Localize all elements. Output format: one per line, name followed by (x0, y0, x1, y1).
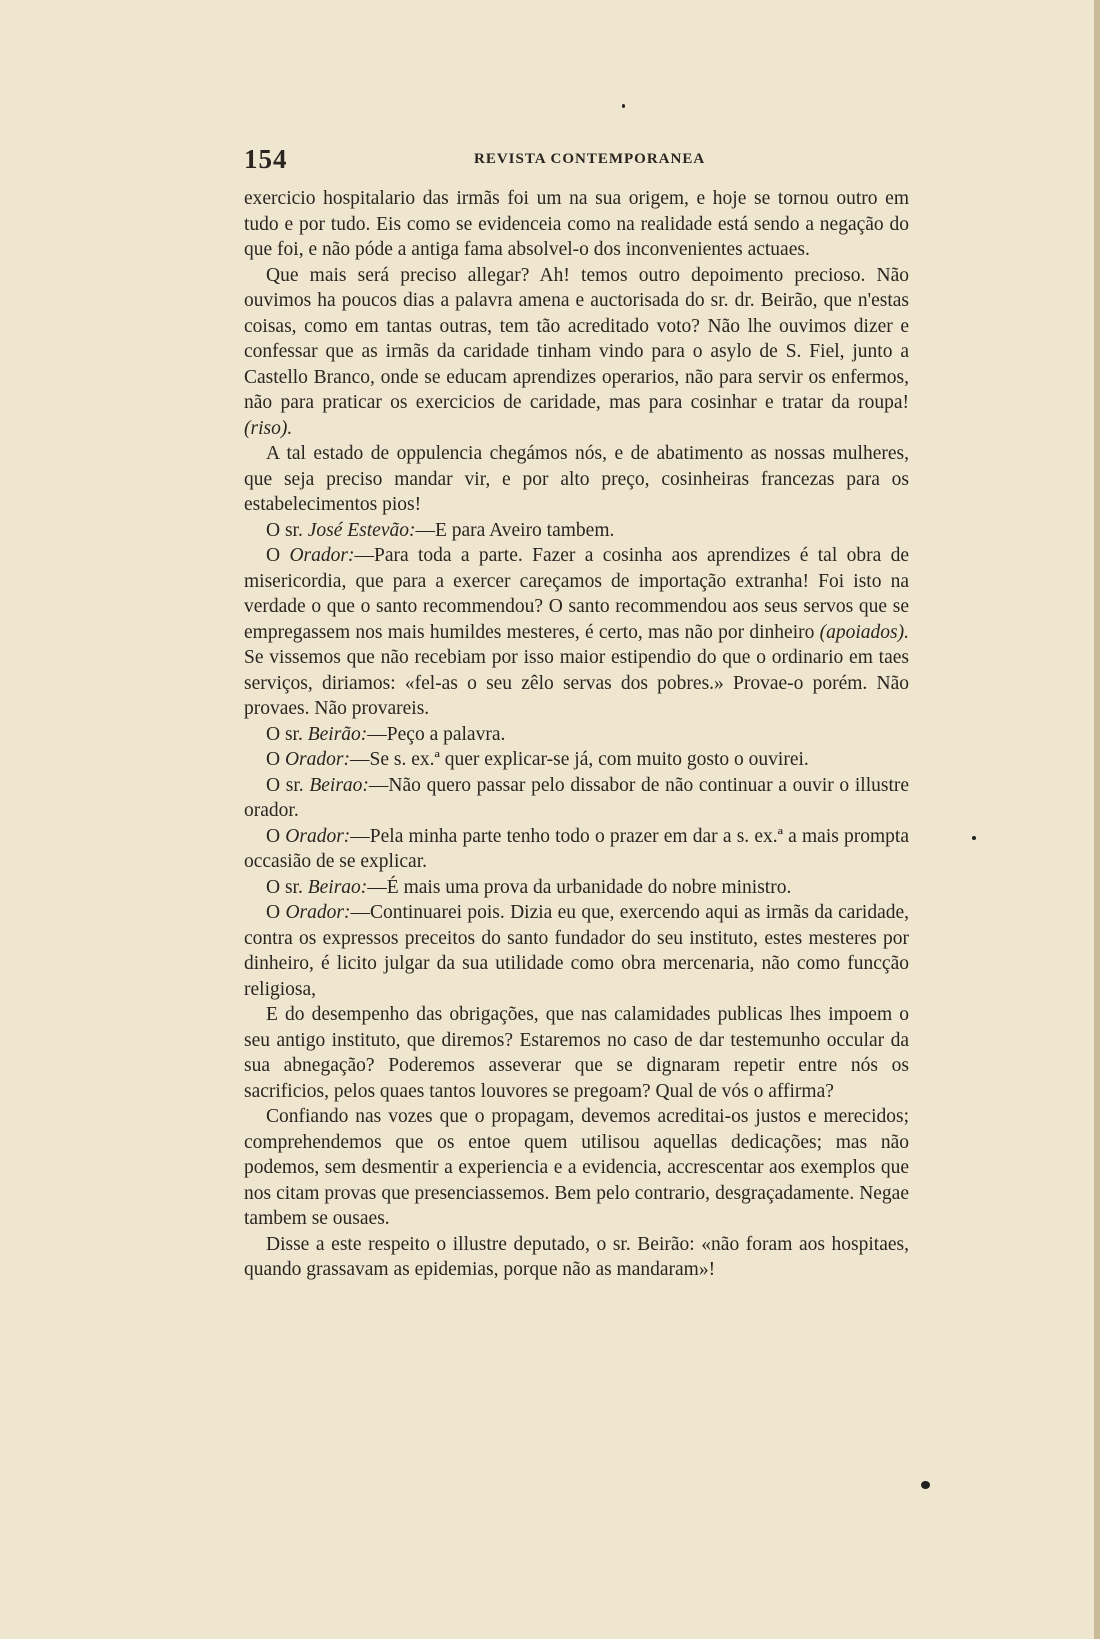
dialogue-line (244, 722, 909, 748)
speaker-prefix: O sr. (266, 723, 303, 745)
ink-speck (972, 836, 976, 840)
speaker-name: José Estevão: (307, 519, 416, 541)
dialogue-line (244, 747, 909, 773)
dialogue-line (244, 824, 909, 875)
speaker-prefix: O sr. (266, 519, 303, 541)
dialogue-line (244, 900, 909, 1002)
paragraph (244, 263, 909, 442)
speech-text: —Para toda a parte. Fazer a cosinha aos aprendizes é tal obra de misericordia, que para a exercer careçamos de importação extranha! Foi isto na verdade o que o santo recommendou? O santo recommendou aos seus servos que se empregassem nos mais humildes mesteres, é certo, mas não por dinheiro (244, 545, 910, 643)
paragraph-text: Que mais será preciso allegar? Ah! temos outro depoimento precioso. Não ouvimos ha poucos dias a palavra amena e auctorisada do sr. dr. Beirão, que n'estas coisas, como em tantas outras, tem tão acreditado voto? Não lhe ouvimos dizer e confessar que as irmãs da caridade tinham vindo para o asylo de S. Fiel, junto a Castello Branco, onde se educam aprendizes operarios, não para servir os enfermos, não para praticar os exercicios de caridade, mas para cosinhar e tratar da roupa! (244, 264, 909, 413)
speaker-prefix: O (266, 825, 281, 847)
stage-note: (riso). (244, 417, 293, 439)
speech-text: —Continuarei pois. Dizia eu que, exercendo aqui as irmãs da caridade, contra os expressos preceitos do santo fundador do seu instituto, estes mesteres por dinheiro, é licito julgar da sua utilidade como obra mercenaria, não como funcção religiosa, (244, 902, 910, 1000)
dialogue-line (244, 518, 909, 544)
speaker-name: Orador: (284, 749, 350, 770)
speaker-name: Orador: (289, 545, 355, 566)
speaker-prefix: O (266, 545, 281, 566)
paragraph: exercicio hospitalario das irmãs foi um na sua origem, e hoje se tornou outro em tudo e por tudo. Eis como se evidenceia como na realidade está sendo a negação do que foi, e não póde a antiga fama absolvel-o dos inconvenientes actuaes. (244, 188, 909, 260)
speaker-name: Orador: (285, 902, 351, 923)
dialogue-line (244, 773, 909, 824)
paragraph: Disse a este respeito o illustre deputado, o sr. Beirão: «não foram aos hospitaes, quando grassavam as epidemias, porque não as mandaram»! (244, 1233, 909, 1280)
speaker-name: Beirao: (309, 774, 369, 796)
speech-text: —Peço a palavra. (367, 723, 506, 745)
body-text (244, 186, 909, 1283)
speech-text: —E para Aveiro tambem. (415, 519, 615, 541)
speaker-prefix: O (266, 749, 281, 770)
speaker-prefix: O sr. (266, 774, 304, 796)
dialogue-line (244, 543, 909, 722)
speech-text: —É mais uma prova da urbanidade do nobre ministro. (367, 876, 792, 898)
speech-text: —Não quero passar pelo dissabor de não continuar a ouvir o illustre orador. (244, 774, 910, 821)
ink-speck (921, 1481, 930, 1489)
speech-text: —Pela minha parte tenho todo o prazer em dar a s. ex.ª a mais prompta occasião de se explicar. (244, 825, 910, 872)
dialogue-line (244, 875, 909, 901)
speech-text: Se vissemos que não recebiam por isso maior estipendio do que o ordinario em taes serviços, diriamos: «fel-as o seu zêlo servas dos pobres.» Provae-o porém. Não provaes. Não provareis. (244, 647, 909, 719)
speaker-name: Orador: (285, 825, 351, 847)
page-edge (1094, 0, 1100, 1639)
paragraph: Confiando nas vozes que o propagam, devemos acreditai-os justos e merecidos; comprehendemos que os entoe quem utilisou aquellas dedicações; mas não podemos, sem desmentir a experiencia e a evidencia, accrescentar aos exemplos que nos citam provas que presenciassemos. Bem pelo contrario, desgraçadamente. Negae tambem se ousaes. (244, 1106, 909, 1229)
speaker-prefix: O (266, 902, 281, 923)
paragraph: A tal estado de oppulencia chegámos nós, e de abatimento as nossas mulheres, que seja preciso mandar vir, e por alto preço, cosinheiras francezas para os estabelecimentos pios! (244, 443, 909, 515)
page-header (244, 144, 909, 178)
speaker-prefix: O sr. (266, 876, 303, 898)
speaker-name: Beirão: (307, 723, 368, 745)
speech-text: —Se s. ex.ª quer explicar-se já, com muito gosto o ouvirei. (349, 749, 809, 770)
running-head: REVISTA CONTEMPORANEA (474, 151, 706, 167)
page-number: 154 (244, 144, 288, 174)
stage-note: (apoiados). (819, 621, 910, 643)
ink-speck (622, 104, 625, 108)
paragraph: E do desempenho das obrigações, que nas calamidades publicas lhes impoem o seu antigo instituto, que diremos? Estaremos no caso de dar testemunho occular da sua abnegação? Poderemos asseverar que se dignaram repetir entre nós os sacrificios, pelos quaes tantos louvores se pregoam? Qual de vós o affirma? (244, 1004, 909, 1102)
speaker-name: Beirao: (307, 876, 368, 898)
